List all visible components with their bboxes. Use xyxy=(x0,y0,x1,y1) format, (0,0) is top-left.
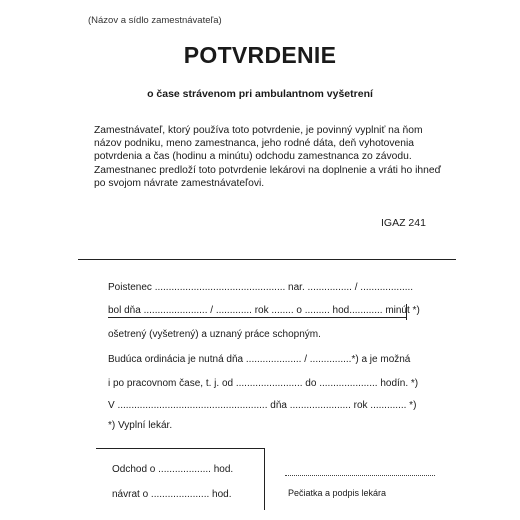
instructions-paragraph-employer: Zamestnávateľ, ktorý používa toto potvrdenie, je povinný vyplniť na ňom názov podniku, meno zamestnanca, jeho rodné dáta, deň vyhotovenia potvrdenia a čas (hodinu a minútu) odchodu zamestnanca zo závodu. xyxy=(94,125,423,163)
form-code: IGAZ 241 xyxy=(381,217,426,229)
insured-person-line[interactable]: Poistenec ............................................... nar. ................ / ................... xyxy=(108,282,414,293)
signature-label: Pečiatka a podpis lekára xyxy=(288,488,387,498)
document-title: POTVRDENIE xyxy=(183,42,337,68)
next-appointment-line[interactable]: Budúca ordinácia je nutná dňa .................... / ...............*) a je možná xyxy=(108,354,411,365)
return-time-field[interactable]: návrat o ..................... hod. xyxy=(112,489,232,500)
fitness-statement: ošetrený (vyšetrený) a uznaný práce schopným. xyxy=(108,329,321,340)
place-date-line[interactable]: V ...................................................... dňa ...................... rok ............. *) xyxy=(108,400,417,411)
employer-name-placeholder: (Názov a sídlo zamestnávateľa) xyxy=(88,15,222,26)
visit-date-line[interactable]: bol dňa ....................... / ............. rok ........ o ......... hod............ minút *) xyxy=(108,305,420,316)
doctor-fills-note: *) Vyplní lekár. xyxy=(108,420,173,431)
bottom-box-divider xyxy=(264,448,265,510)
instructions-paragraph-employee: Zamestnanec predloží toto potvrdenie lekárovi na doplnenie a vráti ho ihneď po svojom návrate zamestnávateľovi. xyxy=(94,164,441,189)
after-hours-line[interactable]: i po pracovnom čase, t. j. od ........................ do ..................... hodín. *) xyxy=(108,378,419,389)
document-subtitle: o čase strávenom pri ambulantnom vyšetrení xyxy=(147,88,373,100)
visit-date-line-bracket xyxy=(406,304,407,320)
instructions-block xyxy=(94,124,444,190)
bottom-box-top-rule xyxy=(96,448,264,449)
departure-time-field[interactable]: Odchod o ................... hod. xyxy=(112,464,234,475)
separator-line xyxy=(78,259,456,260)
signature-line[interactable] xyxy=(285,475,435,476)
